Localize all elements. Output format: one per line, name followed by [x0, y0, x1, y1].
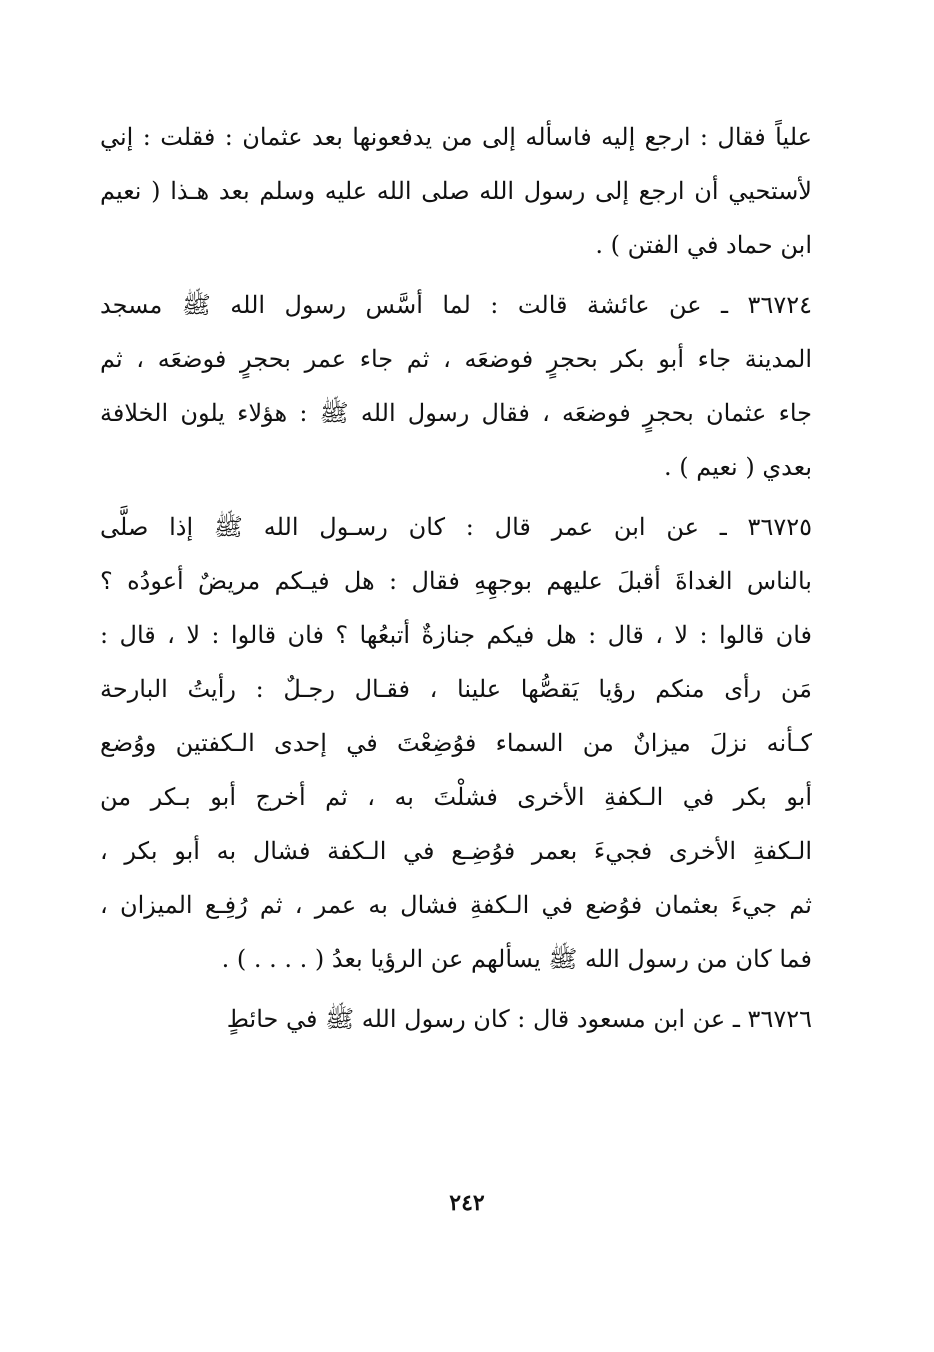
- text-line: لأستحيي أن ارجع إلى رسول الله صلى الله عليه وسلم بعد هـذا ( نعيم: [100, 177, 812, 205]
- text-line: بالناس الغداةَ أقبلَ عليهم بوجهِهِ فقال : هل فيـكم مريضٌ أعودُه ؟: [100, 567, 812, 595]
- page-number: ٢٤٢: [449, 1190, 485, 1216]
- text-line: بعدي ( نعيم ) .: [664, 453, 812, 481]
- text-line: ثم جيءَ بعثمان فوُضع في الـكفةِ فشال به عمر ، ثم رُفِـع الميزان ،: [100, 891, 812, 919]
- text-line: ٣٦٧٢٦ ـ عن ابن مسعود قال : كان رسول الله ﷺ في حائطٍ: [226, 1005, 812, 1033]
- text-line: الـكفةِ الأخرى فجيءَ بعمر فوُضِـع في الـكفة فشال به أبو بكر ،: [100, 837, 812, 865]
- text-line: ٣٦٧٢٥ ـ عن ابن عمر قال : كان رسـول الله ﷺ إذا صلَّى: [100, 513, 812, 541]
- paragraph-hadith-36724: [100, 278, 812, 494]
- text-line: فان قالوا : لا ، قال : هل فيكم جنازةٌ أتبعُها ؟ فان قالوا : لا ، قال :: [100, 621, 812, 649]
- text-line: علياً فقال : ارجع إليه فاسأله إلى من يدفعونها بعد عثمان : فقلت : إني: [100, 123, 812, 151]
- text-line: أبو بكر في الـكفةِ الأخرى فشلْتَ به ، ثم أخرج أبو بـكر من: [100, 783, 812, 811]
- paragraph-hadith-36726: [100, 992, 812, 1046]
- text-line: المدينة جاء أبو بكر بحجرٍ فوضعَه ، ثم جاء عمر بحجرٍ فوضعَه ، ثم: [100, 345, 812, 373]
- text-line: كـأنه نزلَ ميزانٌ من السماء فوُضِعْتَ في إحدى الـكفتين ووُضع: [100, 729, 812, 757]
- text-line: جاء عثمان بحجرٍ فوضعَه ، فقال رسول الله ﷺ : هؤلاء يلون الخلافة: [100, 399, 812, 427]
- text-line: فما كان من رسول الله ﷺ يسألهم عن الرؤيا بعدُ ( . . . . ) .: [221, 945, 812, 973]
- paragraph-hadith-36725: [100, 500, 812, 986]
- text-line: مَن رأى منكم رؤيا يَقصُّها علينا ، فقـال رجـلٌ : رأيتُ البارحة: [100, 675, 812, 703]
- text-column: [100, 110, 812, 1052]
- paragraph-continuation: [100, 110, 812, 272]
- text-line: ٣٦٧٢٤ ـ عن عائشة قالت : لما أسَّس رسول الله ﷺ مسجد: [100, 291, 812, 319]
- text-line: ابن حماد في الفتن ) .: [595, 231, 812, 259]
